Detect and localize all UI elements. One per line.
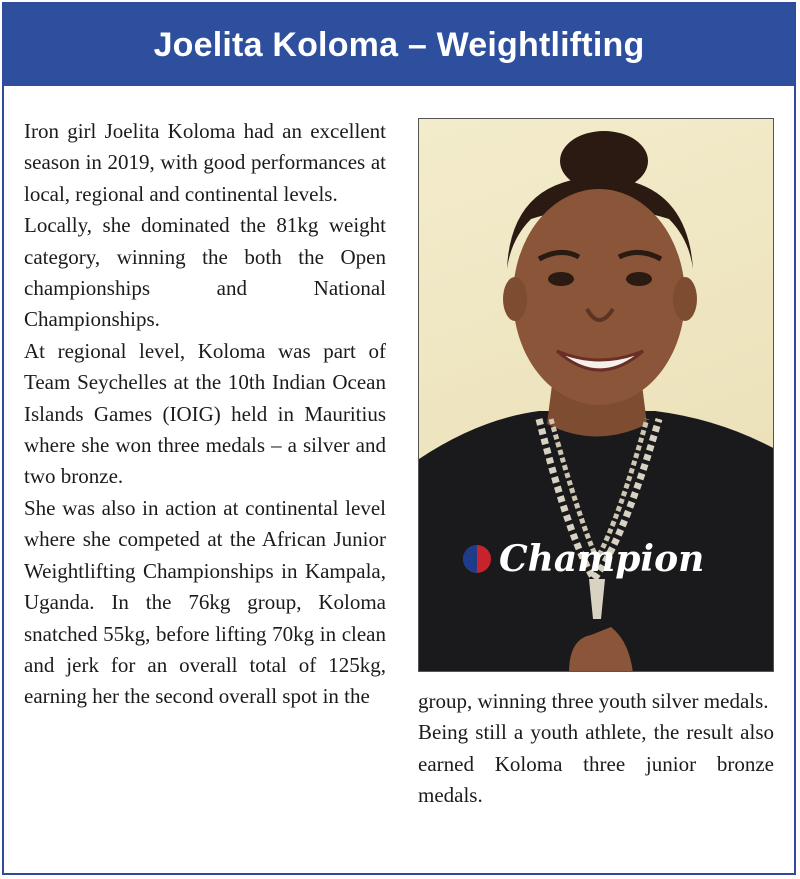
athlete-portrait-illustration — [419, 119, 774, 672]
right-column — [418, 686, 774, 812]
article-frame — [2, 2, 796, 875]
face — [513, 189, 685, 405]
paragraph-intro: Iron girl Joelita Koloma had an excellent season in 2019, with good performances at local, regional and continental levels. — [24, 119, 386, 206]
ear-right — [673, 277, 697, 321]
paragraph-youth-silver: group, winning three youth silver medals. — [418, 689, 769, 713]
article-header — [4, 4, 794, 86]
paragraph-junior-bronze: Being still a youth athlete, the result also earned Koloma three junior bronze medals. — [418, 720, 774, 808]
eye-left — [548, 272, 574, 286]
eye-right — [626, 272, 652, 286]
article-title: Joelita Koloma – Weightlifting — [153, 25, 645, 64]
athlete-photo — [418, 118, 774, 672]
shirt-brand: Champion — [499, 538, 705, 580]
paragraph-local: Locally, she dominated the 81kg weight category, winning the both the Open championships and National Championships. — [24, 213, 386, 332]
ear-left — [503, 277, 527, 321]
paragraph-continental: She was also in action at continental level where she competed at the African Junior Weightlifting Championships in Kampala, Uganda. In the 76kg group, Koloma snatched 55kg, before lifting 70kg in clean and jerk for an overall total of 125kg, earning her the second overall spot in the — [24, 495, 386, 709]
left-column — [24, 116, 386, 713]
paragraph-regional: At regional level, Koloma was part of Team Seychelles at the 10th Indian Ocean Islands Games (IOIG) held in Mauritius where she won three medals – a silver and two bronze. — [24, 338, 386, 489]
